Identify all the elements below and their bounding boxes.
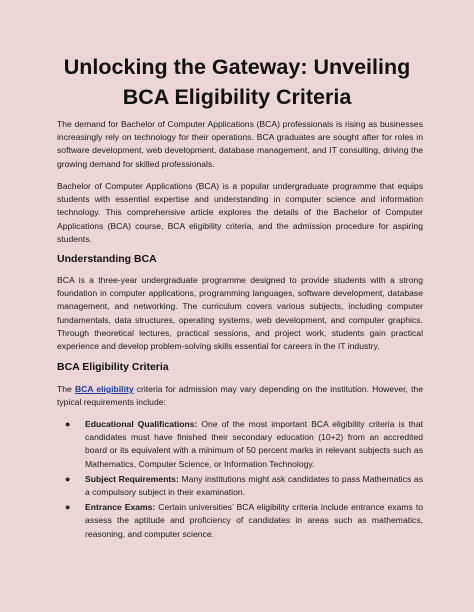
eligibility-intro-after: criteria for admission may vary depending on the institution. However, the typical requirements include: xyxy=(57,384,423,408)
list-item-term: Educational Qualifications: xyxy=(85,419,198,429)
bca-eligibility-link[interactable]: BCA eligibility xyxy=(74,384,134,394)
understanding-paragraph: BCA is a three-year undergraduate programme designed to provide students with a strong foundation in computer applications, programming languages, software development, database management, and networking. The curriculum covers various subjects, including computer fundamentals, data structures, operating systems, web development, and computer graphics. Through theoretical lectures, practical sessions, and project work, students gain practical experience and develop problem-solving skills essential for careers in the IT industry. xyxy=(57,275,423,352)
list-item xyxy=(57,473,423,499)
list-item-term: Subject Requirements: xyxy=(85,473,179,484)
list-item-text: Certain universities’ BCA eligibility criteria include entrance exams to assess the aptitude and proficiency of candidates in areas such as mathematics, reasoning, and computer science. xyxy=(85,502,423,539)
list-item xyxy=(57,418,423,471)
eligibility-intro-before: The xyxy=(57,384,75,394)
intro-paragraph-2: Bachelor of Computer Applications (BCA) is a popular undergraduate programme that equips students with essential expertise and understanding in computer science and information technology. This comprehensive article explores the details of the Bachelor of Computer Applications (BCA) course, BCA eligibility criteria, and the admission procedure for aspiring students. xyxy=(57,181,423,244)
eligibility-intro xyxy=(57,383,423,409)
eligibility-list xyxy=(57,418,423,543)
section-heading-understanding: Understanding BCA xyxy=(57,253,157,265)
list-item xyxy=(57,501,423,541)
list-item-text: Many institutions might ask candidates to pass Mathematics as a compulsory subject in their examination. xyxy=(85,473,423,498)
bullet-icon: ● xyxy=(65,502,71,513)
list-item-term: Entrance Exams: xyxy=(85,502,156,513)
page-title: Unlocking the Gateway: Unveiling BCA Eligibility Criteria xyxy=(63,55,411,109)
bullet-icon: ● xyxy=(65,473,71,484)
list-item-text: One of the most important BCA eligibility criteria is that candidates must have finished their secondary education (10+2) from an accredited board or its equivalent with a minimum of 50 percent marks in relevant subjects such as Mathematics, Computer Science, or Information Technology. xyxy=(85,419,423,469)
bullet-icon: ● xyxy=(65,419,71,429)
section-heading-eligibility: BCA Eligibility Criteria xyxy=(57,361,169,373)
intro-paragraph-1: The demand for Bachelor of Computer Applications (BCA) professionals is rising as businesses increasingly rely on technology for their operations. BCA graduates are sought after for roles in software development, web development, database management, and IT consulting, driving the growing demand for skilled professionals. xyxy=(57,119,423,169)
